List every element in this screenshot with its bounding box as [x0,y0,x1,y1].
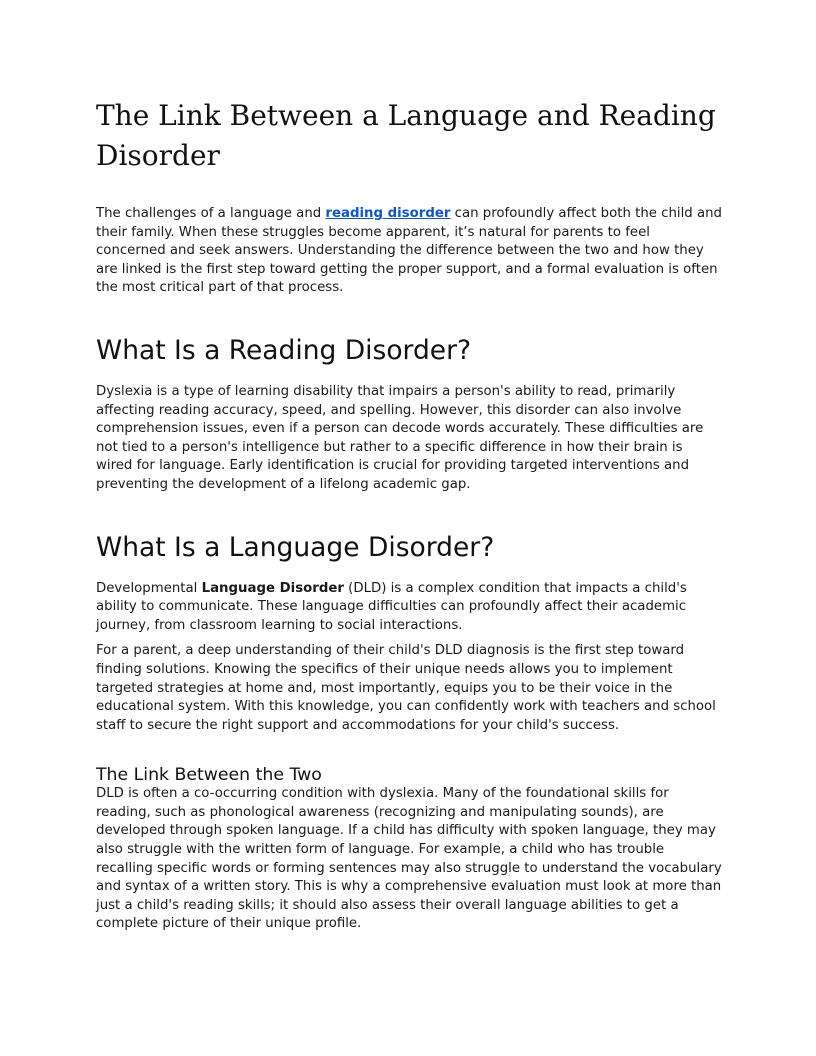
intro-text-before-link: The challenges of a language and [96,206,326,221]
language-disorder-paragraph-2: For a parent, a deep understanding of their child's DLD diagnosis is the first step toward finding solutions. Knowing the specifics of their unique needs allows you to implement targeted strategies at home and, most importantly, equips you to be their voice in the educational system. With this knowledge, you can confidently work with teachers and school staff to secure the right support and accommodations for your child's success. [96,643,716,733]
intro-text-after-link: can profoundly affect both the child and their family. When these struggles become apparent, it’s natural for parents to feel concerned and seek answers. Understanding the difference between the two and how they are linked is the first step toward getting the proper support, and a formal evaluation is often the most critical part of that process. [96,206,722,296]
intro-paragraph [96,205,722,298]
reading-disorder-heading: What Is a Reading Disorder? [96,334,472,366]
link-between-paragraph: DLD is often a co-occurring condition with dyslexia. Many of the foundational skills for reading, such as phonological awareness (recognizing and manipulating sounds), are developed through spoken language. If a child has difficulty with spoken language, they may also struggle with the written form of language. For example, a child who has trouble recalling specific words or forming sentences may also struggle to understand the vocabulary and syntax of a written story. This is why a comprehensive evaluation must look at more than just a child's reading skills; it should also assess their overall language abilities to get a complete picture of their unique profile. [96,786,722,932]
page-title: The Link Between a Language and Reading Disorder [96,99,716,172]
document-page [96,96,722,934]
dld-text-before-bold: Developmental [96,580,202,596]
link-between-heading: The Link Between the Two [96,765,322,786]
language-disorder-heading: What Is a Language Disorder? [96,531,495,563]
reading-disorder-link[interactable]: reading disorder [325,206,451,221]
reading-disorder-paragraph: Dyslexia is a type of learning disability that impairs a person's ability to read, primarily affecting reading accuracy, speed, and spelling. However, this disorder can also involve comprehension issues, even if a person can decode words accurately. These difficulties are not tied to a person's intelligence but rather to a specific difference in how their brain is wired for language. Early identification is crucial for providing targeted interventions and preventing the development of a lifelong academic gap. [96,383,704,492]
language-disorder-paragraph-1 [96,580,722,636]
language-disorder-bold-term: Language Disorder [201,580,344,596]
dld-text-after-bold: (DLD) is a complex condition that impacts a child's ability to communicate. These language difficulties can profoundly affect their academic journey, from classroom learning to social interactions. [96,580,687,633]
